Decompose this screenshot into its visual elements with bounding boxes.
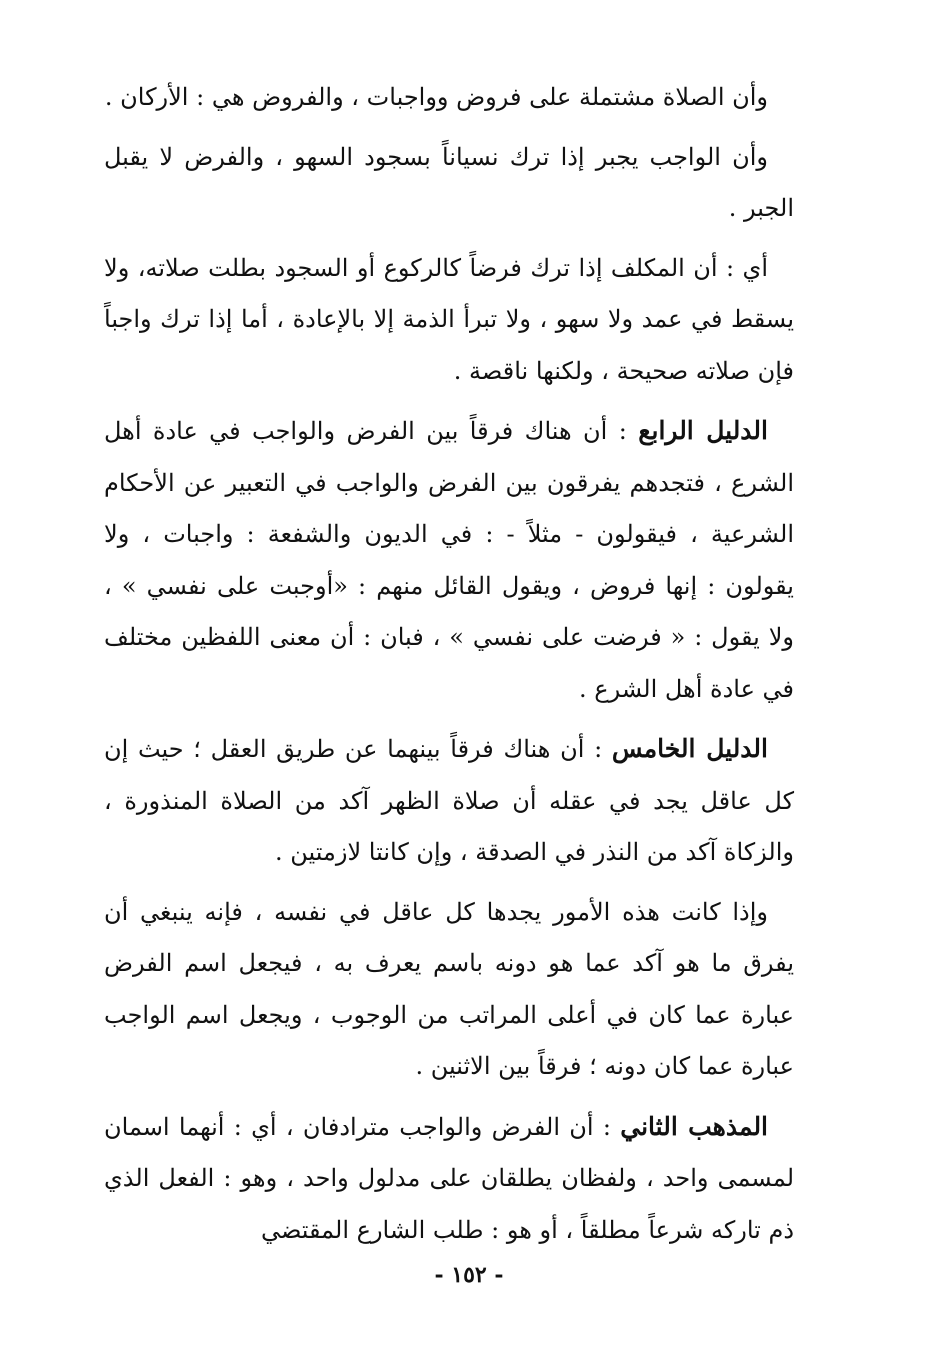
page-body [104,72,794,1264]
section-heading: الدليل الرابع [638,416,768,445]
paragraph-text: أي : أن المكلف إذا ترك فرضاً كالركوع أو السجود بطلت صلاته، ولا يسقط في عمد ولا سهو ، ولا تبرأ الذمة إلا بالإعادة ، أما إذا ترك واجباً فإن صلاته صحيحة ، ولكنها ناقصة . [104,253,794,385]
paragraph-text: وأن الواجب يجبر إذا ترك نسياناً بسجود السهو ، والفرض لا يقبل الجبر . [104,142,794,222]
paragraph-text: وأن الصلاة مشتملة على فروض وواجبات ، والفروض هي : الأركان . [104,83,768,111]
paragraph-fourth-evidence [104,405,794,715]
paragraph-distinction [104,887,794,1093]
paragraph-prayer-obligations [104,72,794,124]
section-heading: الدليل الخامس [611,734,768,763]
paragraph-text: : أن الفرض والواجب مترادفان ، أي : أنهما اسمان لمسمى واحد ، ولفظان يطلقان على مدلول واحد ، وهو : الفعل الذي ذم تاركه شرعاً مطلقاً ، أو هو : طلب الشارع المقتضي [104,1112,794,1244]
paragraph-fifth-evidence [104,723,794,879]
section-heading: المذهب الثاني [620,1111,769,1141]
page-number: - ١٥٢ - [434,1262,504,1288]
paragraph-explanation [104,243,794,398]
paragraph-text: وإذا كانت هذه الأمور يجدها كل عاقل في نفسه ، فإنه ينبغي أن يفرق ما هو آكد عما هو دونه باسم يعرف به ، فيجعل اسم الفرض عبارة عما كان في أعلى المراتب من الوجوب ، ويجعل اسم الواجب عبارة عما كان دونه ؛ فرقاً بين الاثنين . [104,897,795,1080]
paragraph-wajib-compensation [104,132,794,235]
paragraph-text: : أن هناك فرقاً بين الفرض والواجب في عادة أهل الشرع ، فتجدهم يفرقون بين الفرض والواجب في التعبير عن الأحكام الشرعية ، فيقولون - مثلاً - : في الديون والشفعة : واجبات ، ولا يقولون : إنها فروض ، ويقول القائل منهم : «أوجبت على نفسي » ، ولا يقول : « فرضت على نفسي » ، فبان : أن معنى اللفظين مختلف في عادة أهل الشرع . [104,417,794,703]
paragraph-text: : أن هناك فرقاً بينهما عن طريق العقل ؛ حيث إن كل عاقل يجد في عقله أن صلاة الظهر آكد من الصلاة المنذورة ، والزكاة آكد من النذر في الصدقة ، وإن كانتا لازمتين . [104,735,794,866]
paragraph-second-school [104,1101,794,1257]
